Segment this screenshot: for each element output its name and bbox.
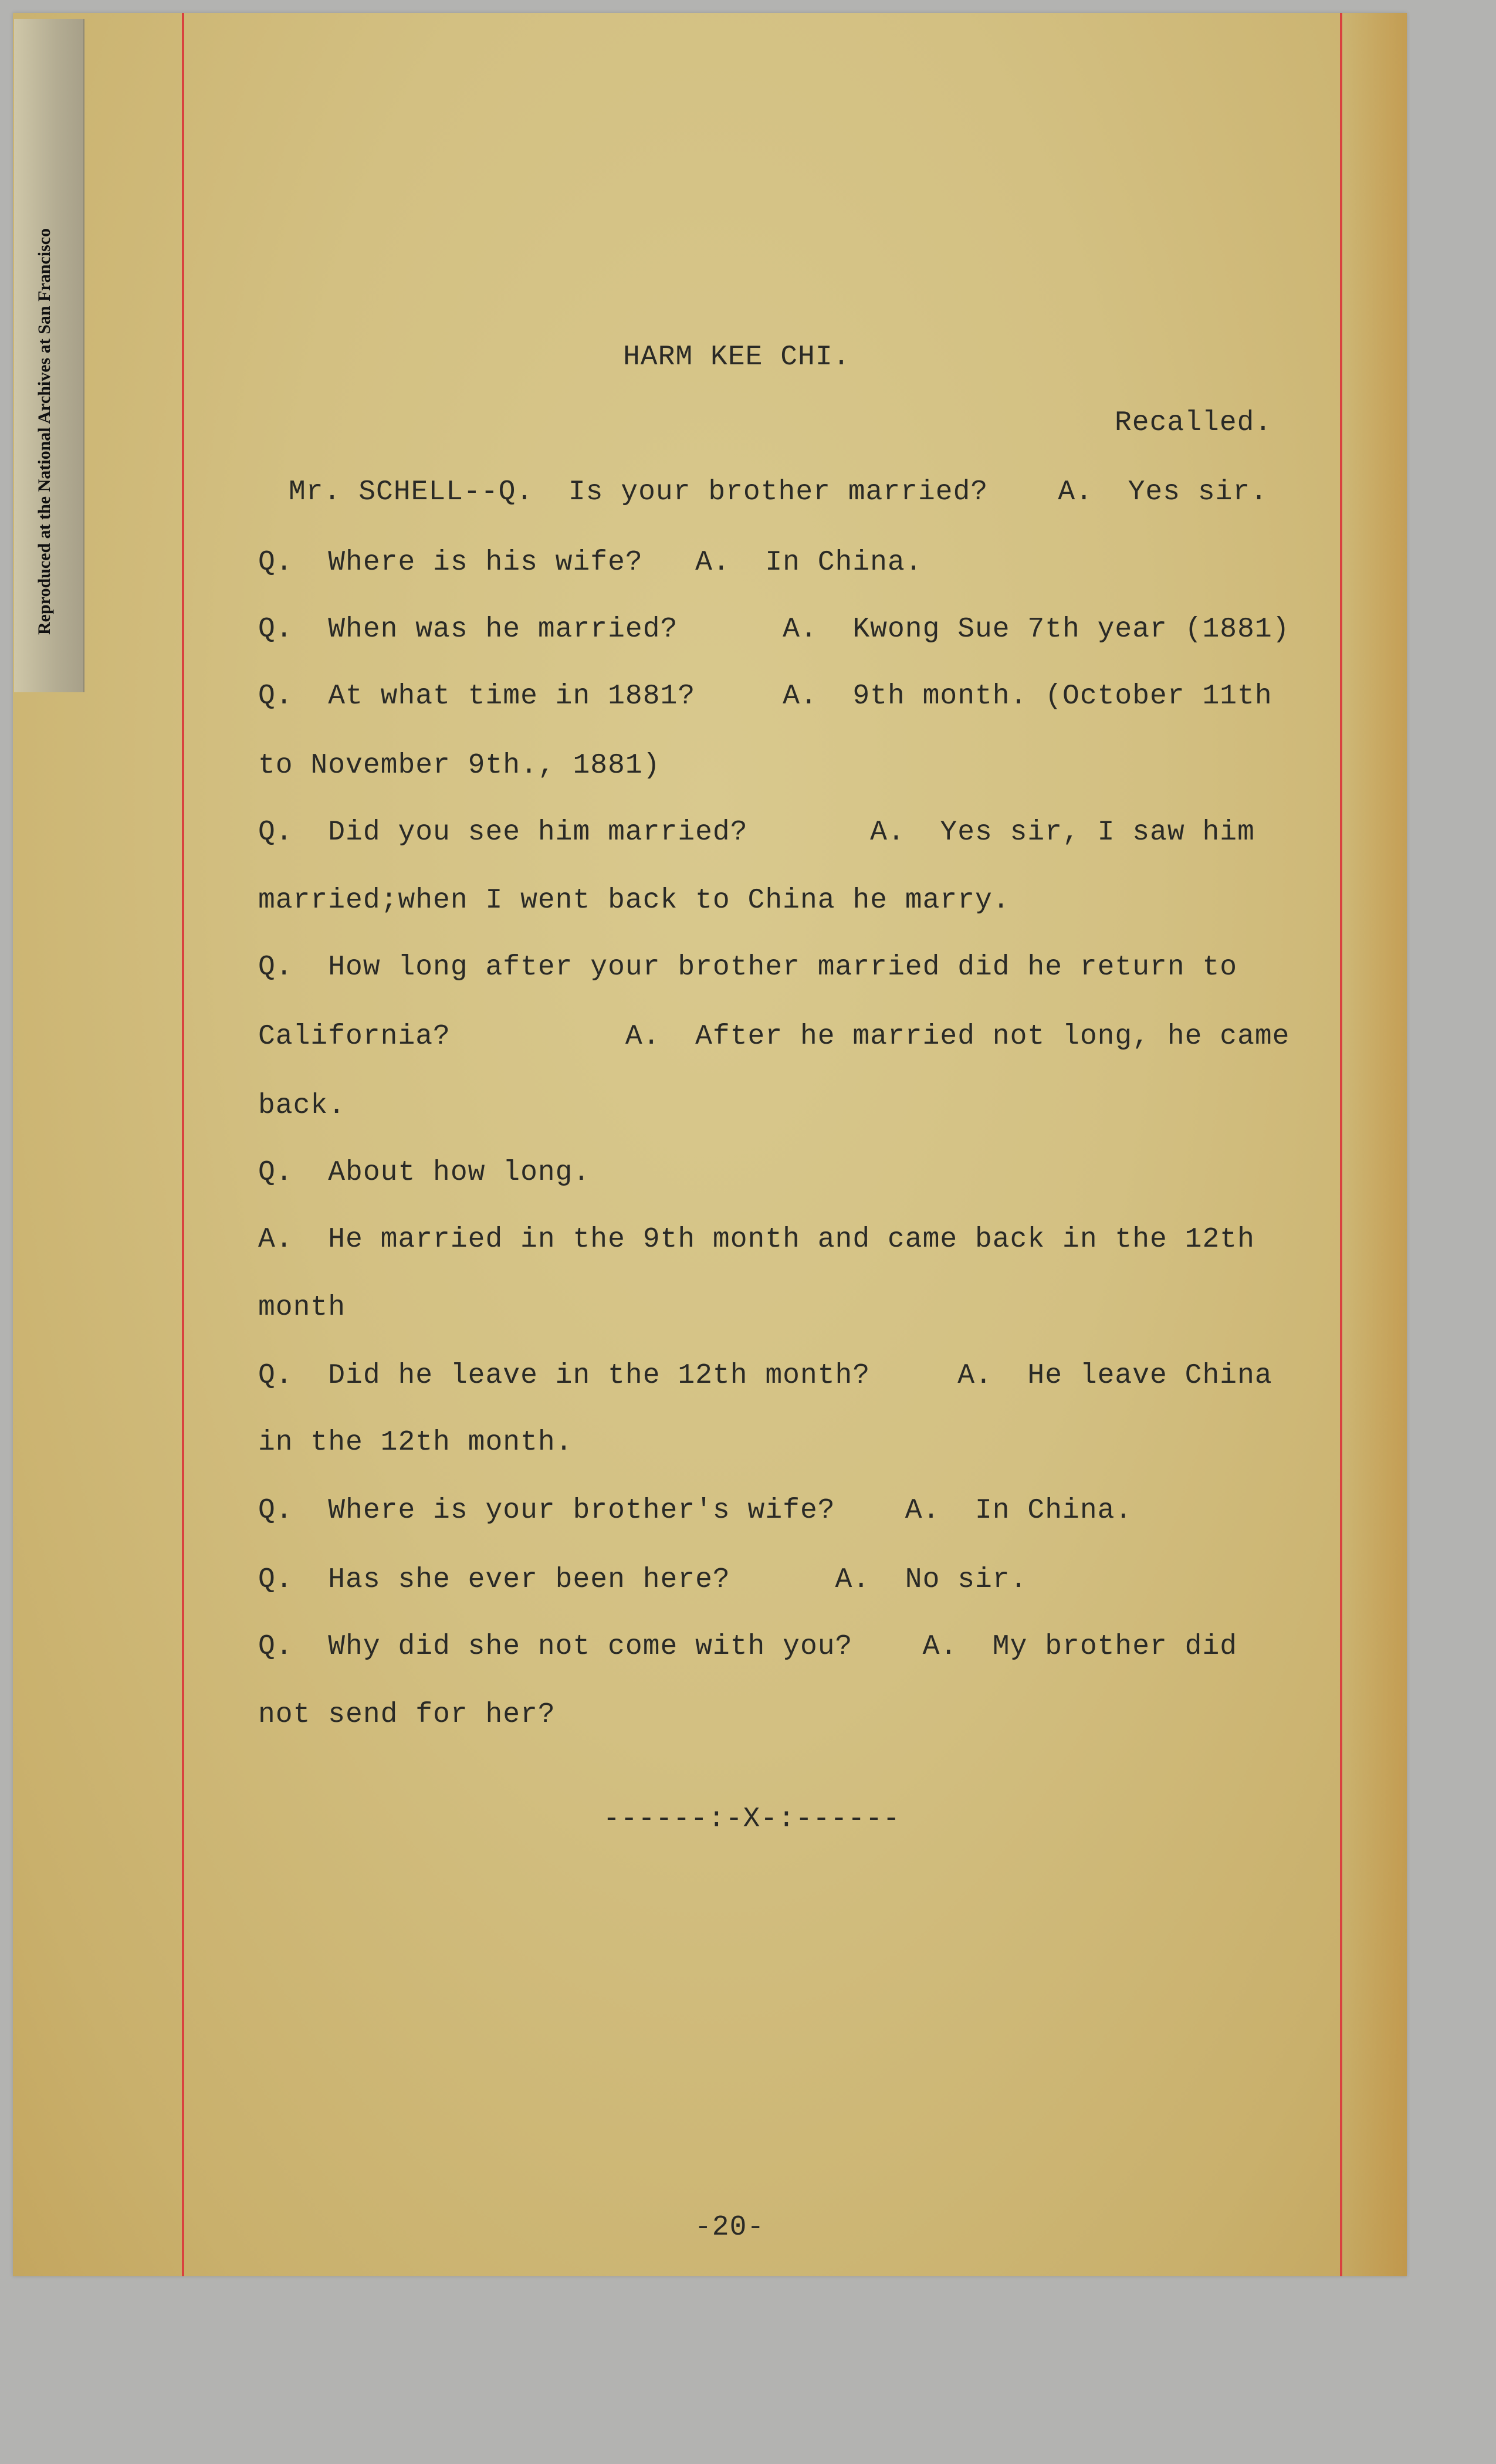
transcript-line: Q. Has she ever been here? A. No sir. (258, 1564, 1028, 1596)
transcript-line: Q. Where is his wife? A. In China. (258, 547, 923, 578)
page-number: -20- (695, 2212, 765, 2243)
transcript-line: A. He married in the 9th month and came back in the 12th (258, 1224, 1255, 1255)
transcript-line: Q. Did you see him married? A. Yes sir, I saw him (258, 817, 1255, 848)
transcript-line: Q. About how long. (258, 1157, 591, 1189)
archive-stamp-strip (14, 19, 84, 692)
transcript-line: Q. Why did she not come with you? A. My brother did (258, 1631, 1238, 1663)
transcript-line: Q. At what time in 1881? A. 9th month. (October 11th (258, 681, 1272, 712)
transcript-line: back. (258, 1090, 346, 1122)
transcript-line: in the 12th month. (258, 1427, 573, 1458)
transcript-line: California? A. After he married not long, he came (258, 1021, 1290, 1052)
page-title: HARM KEE CHI. (623, 341, 851, 373)
transcript-line: married;when I went back to China he marry. (258, 885, 1010, 916)
transcript-line: Q. When was he married? A. Kwong Sue 7th year (1881) (258, 614, 1290, 645)
transcript-line: month (258, 1292, 346, 1324)
transcript-line: Q. Where is your brother's wife? A. In China. (258, 1495, 1133, 1527)
document-page (13, 13, 1407, 2276)
typed-transcript (13, 13, 1407, 2276)
archive-label: Reproduced at the National Archives at San Francisco (35, 228, 54, 635)
transcript-line: Mr. SCHELL--Q. Is your brother married? A. Yes sir. (289, 476, 1268, 508)
transcript-line: Q. Did he leave in the 12th month? A. He leave China (258, 1360, 1272, 1392)
section-separator: ------:-X-:------ (603, 1803, 901, 1835)
transcript-line: not send for her? (258, 1699, 556, 1731)
transcript-line: to November 9th., 1881) (258, 750, 661, 781)
recalled-note: Recalled. (1115, 407, 1272, 439)
transcript-line: Q. How long after your brother married did he return to (258, 952, 1238, 983)
